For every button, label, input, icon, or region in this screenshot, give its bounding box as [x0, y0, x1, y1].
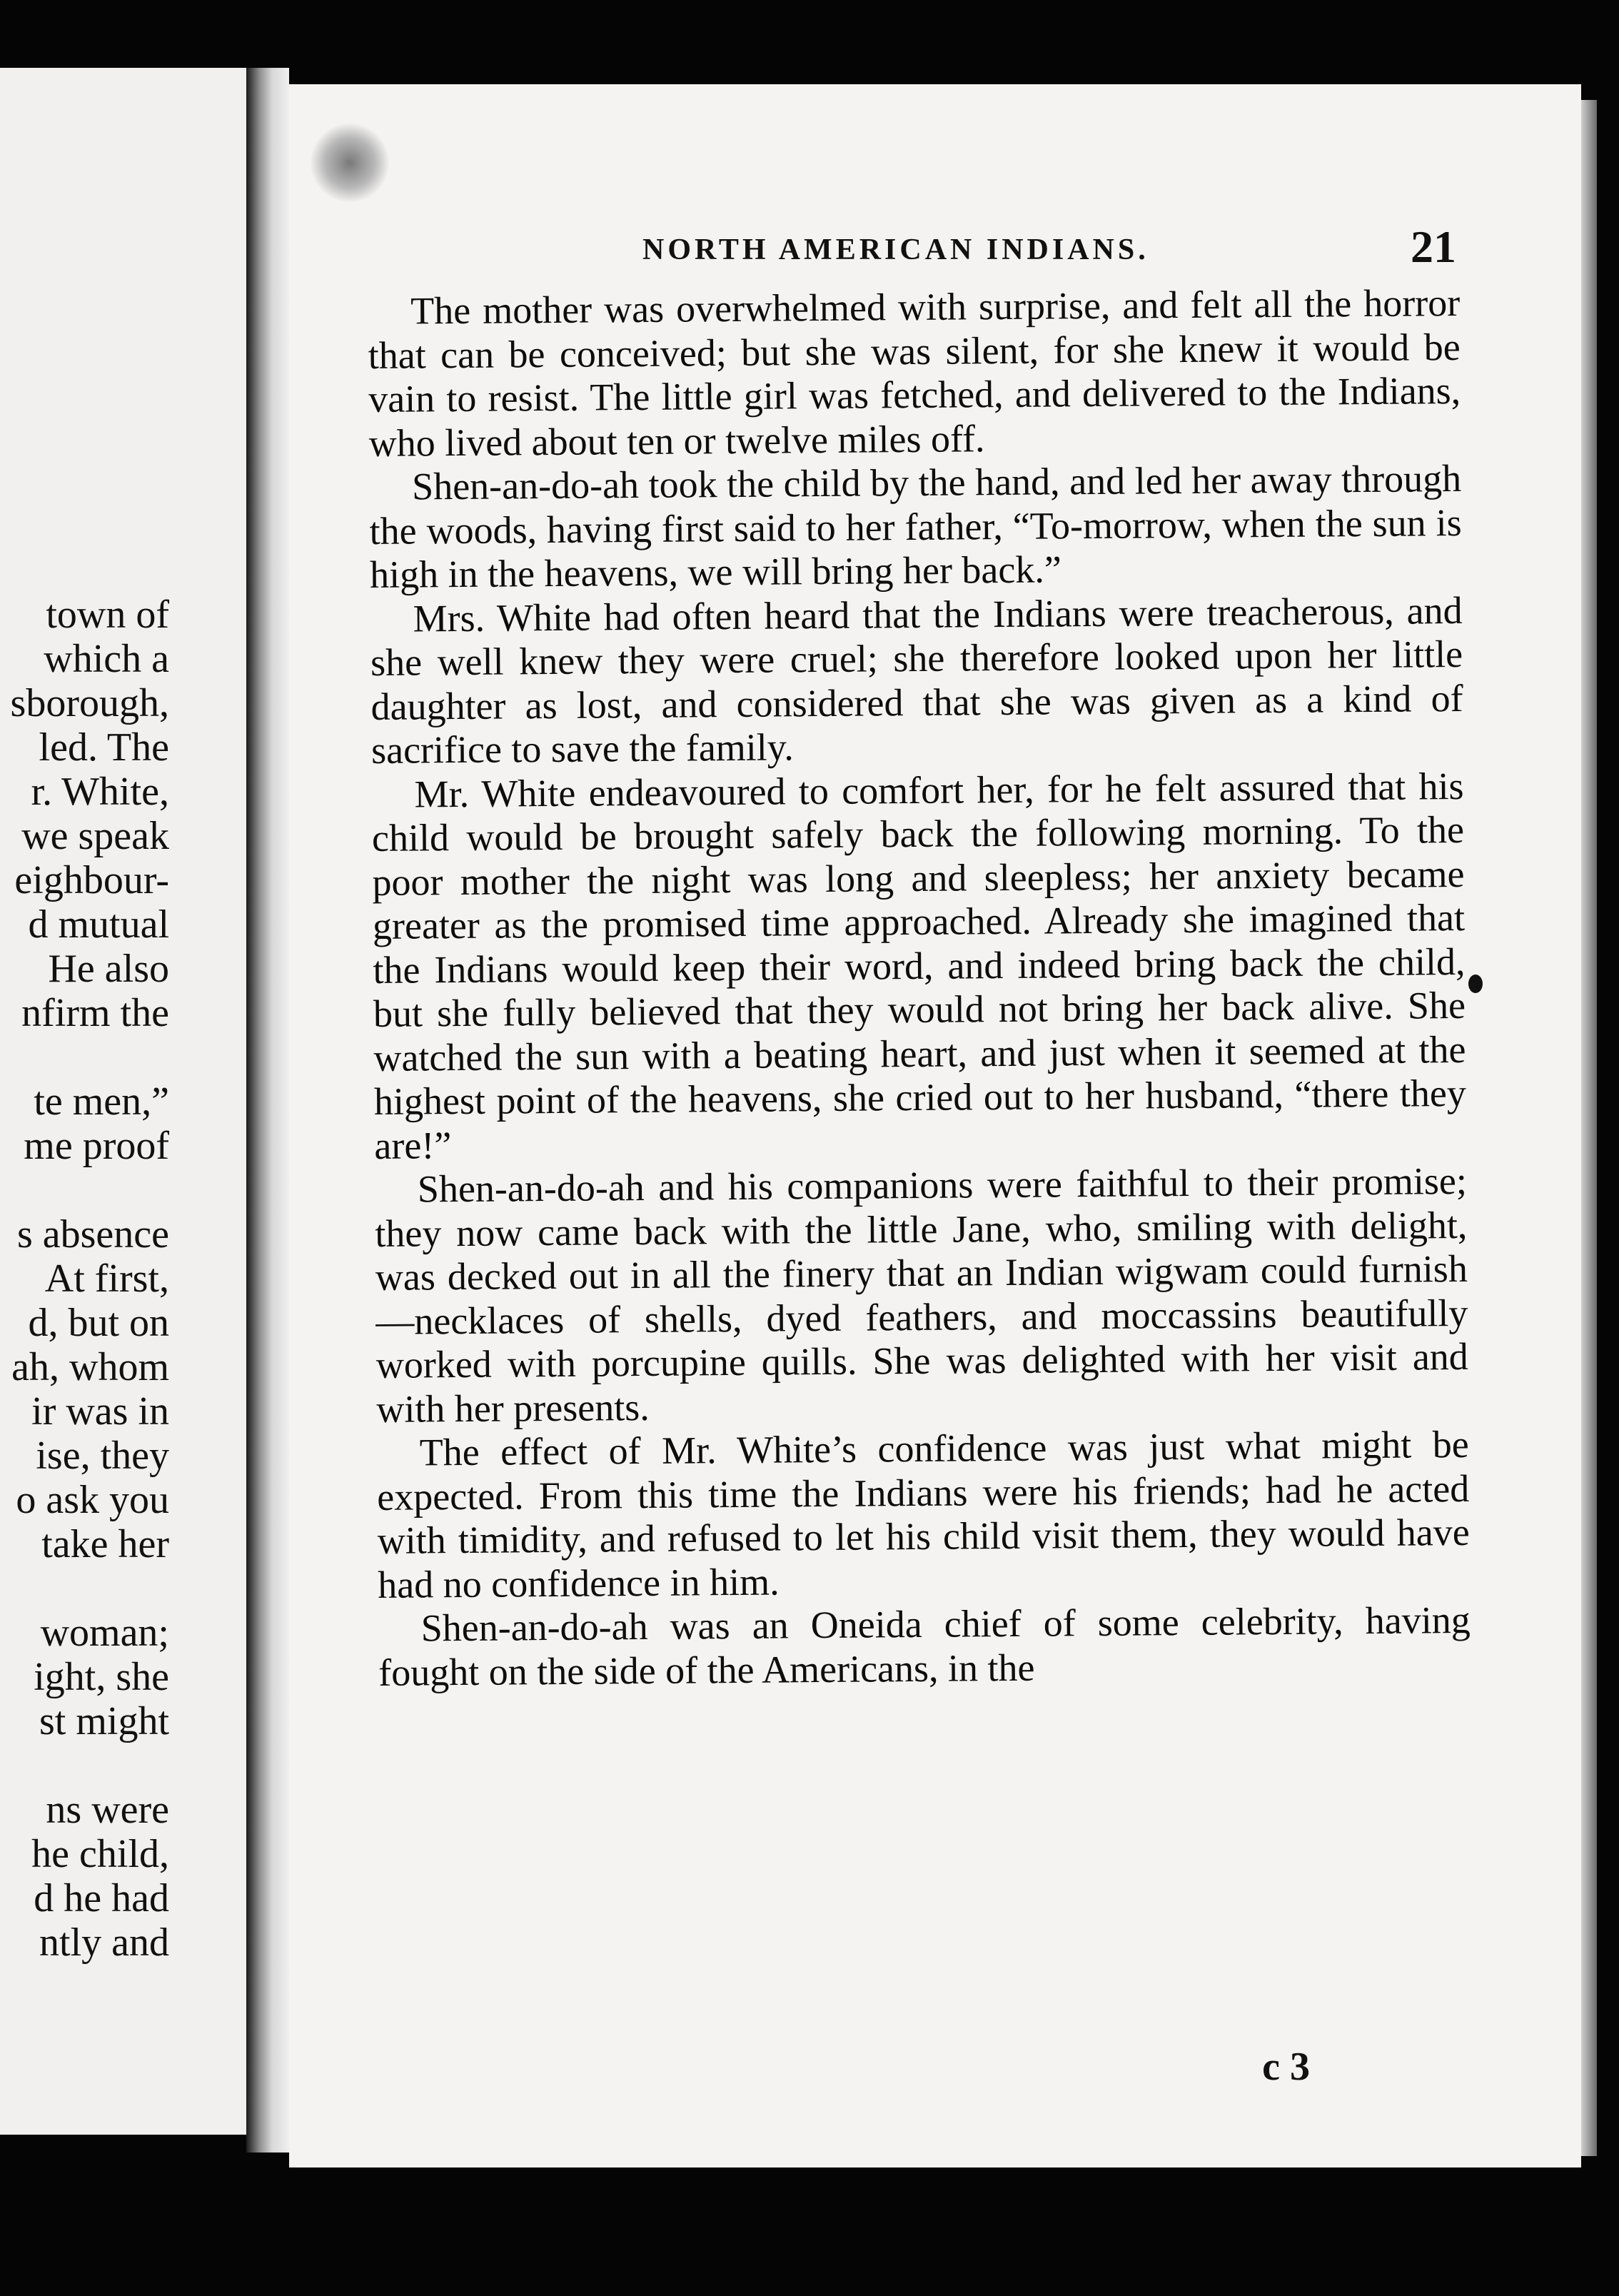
left-page-line: which a [44, 637, 169, 681]
paragraph: Shen-an-do-ah was an Oneida chief of some celebrity, having fought on the side of the Americans, in the [378, 1598, 1471, 1694]
body-text [368, 281, 1474, 2125]
left-page-line: ir was in [31, 1389, 169, 1434]
left-page-line: s absence [16, 1212, 169, 1257]
left-page-line: ight, she [34, 1655, 169, 1699]
page-smudge [311, 124, 389, 202]
left-page-line: d, but on [28, 1301, 169, 1345]
left-page-line: we speak [21, 814, 169, 858]
page-edge [1581, 100, 1597, 2156]
left-page-line: he child, [31, 1832, 169, 1876]
left-page-line: me proof [24, 1124, 169, 1168]
paragraph: The effect of Mr. White’s confidence was just what might be expected. From this time the Indians were his friends; had he acted with timidity, and refused to let his child visit them, they would have had no confidence in him. [377, 1422, 1470, 1606]
paragraph: Mr. White endeavoured to comfort her, for he felt assured that his child would be brought safely back the following morning. To the poor mother the night was long and sleepless; her anxiety became greater as the promised time approached. Already she imagined that the Indians would keep their word, and indeed bring back the child, but she fully believed that they would not bring her back alive. She watched the sun with a beating heart, and just when it seemed at the highest point of the heavens, she cried out to her husband, “there they are!” [371, 764, 1467, 1167]
left-page-line: town of [46, 593, 169, 637]
left-page-line: ns were [46, 1788, 169, 1832]
left-page-line: r. White, [31, 770, 169, 814]
left-page-line: ise, they [36, 1434, 169, 1478]
left-page-line: d mutual [28, 902, 169, 947]
left-page-line: st might [39, 1699, 169, 1743]
left-page-line: d he had [34, 1876, 169, 1920]
left-page-line: eighbour- [14, 858, 169, 902]
left-page-line: take her [41, 1522, 169, 1566]
book-gutter [246, 68, 289, 2152]
ink-dot [1468, 975, 1483, 993]
left-page-line: led. The [39, 725, 169, 770]
left-page-line: nfirm the [21, 991, 169, 1035]
left-page-line [4, 1566, 169, 1611]
left-page-line: te men,” [34, 1079, 169, 1124]
signature-mark: c 3 [1262, 2045, 1310, 2089]
paragraph: Shen-an-do-ah took the child by the hand, and led her away through the woods, having first said to her father, “To-morrow, when the sun is high in the heavens, we will bring her back.” [369, 456, 1462, 596]
paragraph: Shen-an-do-ah and his companions were faithful to their promise; they now came back with the little Jane, who, smiling with delight, was decked out in all the finery that an Indian wigwam could furnish—necklaces of shells, dyed feathers, and moccassins beautifully worked with porcupine quills. She was delighted with her visit and with her presents. [375, 1159, 1469, 1431]
left-page-line [4, 1035, 169, 1079]
page-header [289, 220, 1581, 277]
left-page-line: ah, whom [11, 1345, 169, 1389]
page-number: 21 [1411, 221, 1456, 272]
running-head: NORTH AMERICAN INDIANS. [642, 233, 1149, 266]
paragraph: The mother was overwhelmed with surprise, and felt all the horror that can be conceived; but she was silent, for she knew it would be vain to resist. The little girl was fetched, and delivered to the Indians, who lived about ten or twelve miles off. [368, 281, 1461, 465]
left-page [0, 68, 251, 2135]
right-page [289, 84, 1581, 2167]
left-page-line: At first, [44, 1257, 169, 1301]
left-page-line: ntly and [39, 1920, 169, 1965]
paragraph: Mrs. White had often heard that the Indians were treacherous, and she well knew they were cruel; she therefore looked upon her little daughter as lost, and considered that she was given as a kind of sacrifice to save the family. [370, 588, 1463, 772]
left-page-line [4, 1168, 169, 1212]
left-page-line: sborough, [10, 681, 169, 725]
left-page-line: He also [48, 947, 169, 991]
left-page-line [4, 1743, 169, 1788]
left-page-line: o ask you [16, 1478, 169, 1522]
left-page-line: woman; [40, 1611, 169, 1655]
